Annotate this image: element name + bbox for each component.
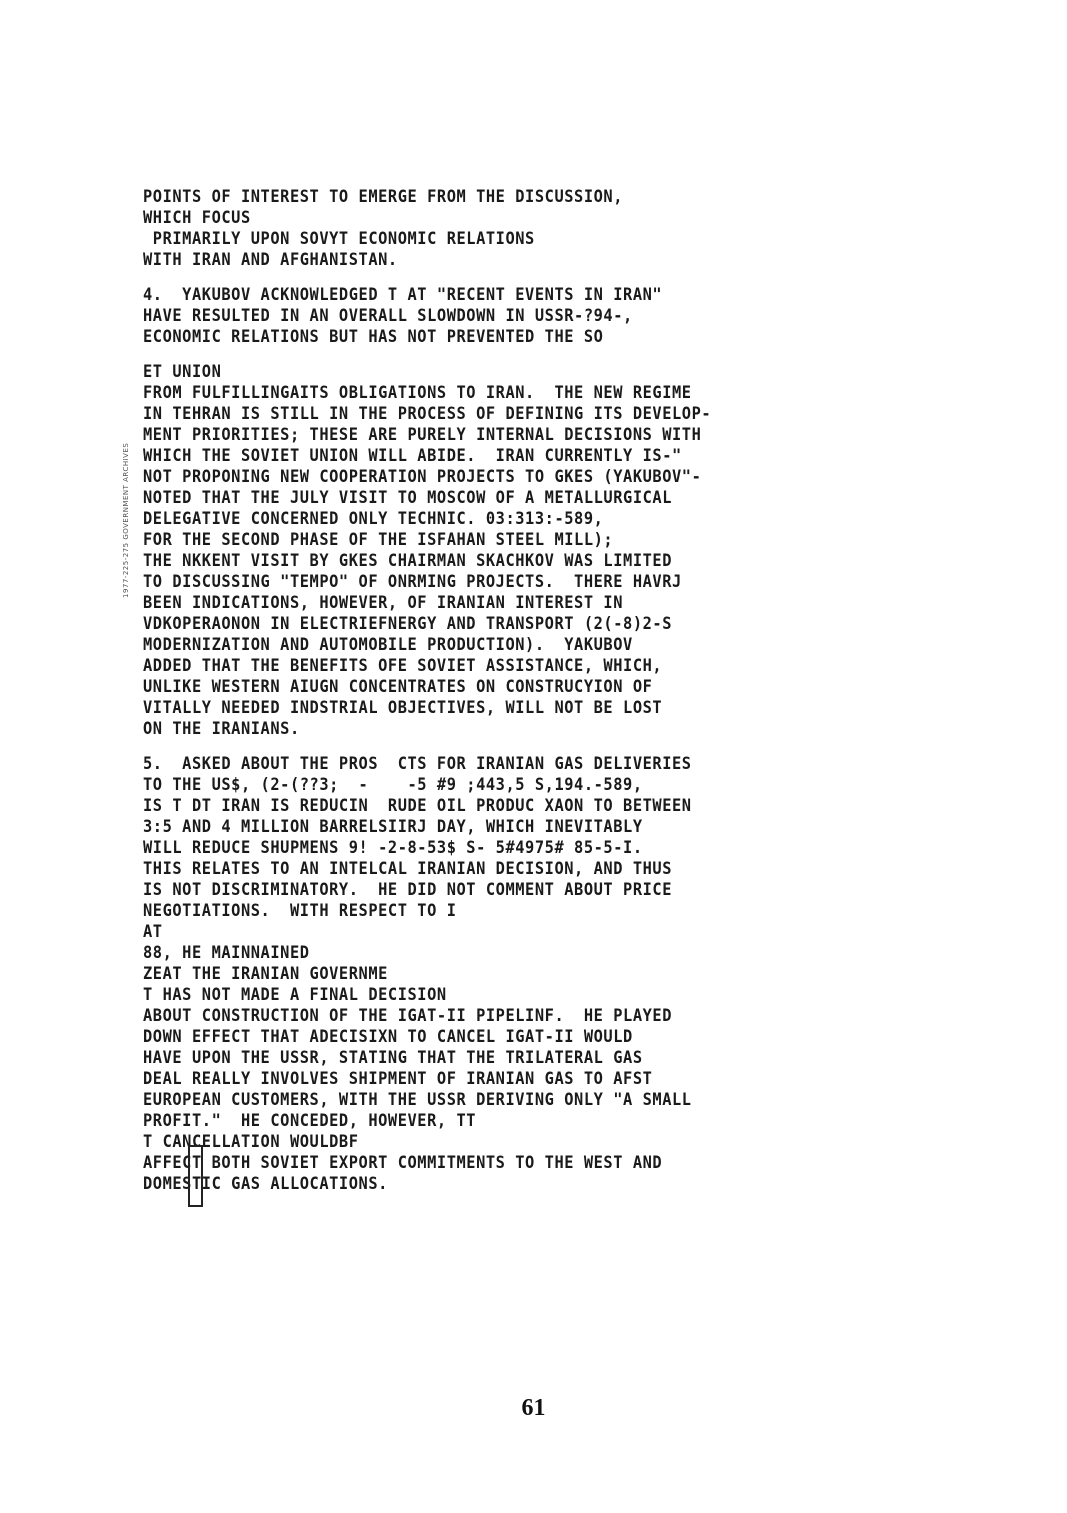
text-line: FROM FULFILLINGAITS OBLIGATIONS TO IRAN. THE NEW REGIME	[143, 383, 692, 402]
text-line: IN TEHRAN IS STILL IN THE PROCESS OF DEFINING ITS DEVELOP-	[143, 404, 712, 423]
text-line: DOMESTIC GAS ALLOCATIONS.	[143, 1174, 388, 1193]
text-line: NEGOTIATIONS. WITH RESPECT TO I	[143, 901, 457, 920]
text-line: 88, HE MAINNAINED	[143, 943, 310, 962]
text-line: WILL REDUCE SHUPMENS 9! -2-8-53$ S- 5#4975# 85-5-I.	[143, 838, 643, 857]
text-line: ECONOMIC RELATIONS BUT HAS NOT PREVENTED THE SO	[143, 327, 604, 346]
text-line: DEAL REALLY INVOLVES SHIPMENT OF IRANIAN GAS TO AFST	[143, 1069, 653, 1088]
text-line: PRIMARILY UPON SOVYT ECONOMIC RELATIONS	[143, 229, 535, 248]
text-line: 4. YAKUBOV ACKNOWLEDGED T AT "RECENT EVENTS IN IRAN"	[143, 285, 663, 304]
margin-stamp: 1977-225-275 GOVERNMENT ARCHIVES	[122, 442, 130, 598]
text-line: THIS RELATES TO AN INTELCAL IRANIAN DECISION, AND THUS	[143, 859, 673, 878]
text-line: ADDED THAT THE BENEFITS OFE SOVIET ASSISTANCE, WHICH,	[143, 656, 663, 675]
text-line: PROFIT." HE CONCEDED, HOWEVER, TT	[143, 1111, 477, 1130]
text-line: IS NOT DISCRIMINATORY. HE DID NOT COMMENT ABOUT PRICE	[143, 880, 673, 899]
paragraph-gap	[143, 347, 831, 361]
text-line: WHICH THE SOVIET UNION WILL ABIDE. IRAN CURRENTLY IS-"	[143, 446, 682, 465]
paragraph-gap	[143, 739, 831, 753]
text-line: WHICH FOCUS	[143, 208, 251, 227]
text-line: ABOUT CONSTRUCTION OF THE IGAT-II PIPELINF. HE PLAYED	[143, 1006, 673, 1025]
text-line: 5. ASKED ABOUT THE PROS CTS FOR IRANIAN GAS DELIVERIES	[143, 754, 692, 773]
text-line: T CANCELLATION WOULDBF	[143, 1132, 359, 1151]
text-line: WITH IRAN AND AFGHANISTAN.	[143, 250, 398, 269]
typewritten-text-block	[143, 186, 883, 1194]
text-line: TO THE US$, (2-(??3; - -5 #9 ;443,5 S,194.-589,	[143, 775, 643, 794]
text-line: MENT PRIORITIES; THESE ARE PURELY INTERNAL DECISIONS WITH	[143, 425, 702, 444]
text-line: VITALLY NEEDED INDSTRIAL OBJECTIVES, WILL NOT BE LOST	[143, 698, 663, 717]
text-line: TO DISCUSSING "TEMPO" OF ONRMING PROJECTS. THERE HAVRJ	[143, 572, 682, 591]
text-line: AT	[143, 922, 163, 941]
text-line: THE NKKENT VISIT BY GKES CHAIRMAN SKACHKOV WAS LIMITED	[143, 551, 673, 570]
redaction-box-mark	[188, 1145, 203, 1207]
text-line: VDKOPERAONON IN ELECTRIEFNERGY AND TRANSPORT (2(-8)2-S	[143, 614, 673, 633]
text-line: UNLIKE WESTERN AIUGN CONCENTRATES ON CONSTRUCYION OF	[143, 677, 653, 696]
text-line: ZEAT THE IRANIAN GOVERNME	[143, 964, 388, 983]
text-line: DOWN EFFECT THAT ADECISIXN TO CANCEL IGAT-II WOULD	[143, 1027, 633, 1046]
text-line: BEEN INDICATIONS, HOWEVER, OF IRANIAN INTEREST IN	[143, 593, 624, 612]
text-line: IS T DT IRAN IS REDUCIN RUDE OIL PRODUC XAON TO BETWEEN	[143, 796, 692, 815]
page-number: 61	[521, 1395, 546, 1421]
text-line: T HAS NOT MADE A FINAL DECISION	[143, 985, 447, 1004]
text-line: ON THE IRANIANS.	[143, 719, 300, 738]
text-line: AFFECT BOTH SOVIET EXPORT COMMITMENTS TO THE WEST AND	[143, 1153, 663, 1172]
text-line: MODERNIZATION AND AUTOMOBILE PRODUCTION). YAKUBOV	[143, 635, 633, 654]
text-line: DELEGATIVE CONCERNED ONLY TECHNIC. 03:313:-589,	[143, 509, 604, 528]
text-line: EUROPEAN CUSTOMERS, WITH THE USSR DERIVING ONLY "A SMALL	[143, 1090, 692, 1109]
text-line: NOT PROPONING NEW COOPERATION PROJECTS TO GKES (YAKUBOV"-	[143, 467, 702, 486]
paragraph-gap	[143, 270, 831, 284]
text-line: HAVE RESULTED IN AN OVERALL SLOWDOWN IN USSR-?94-,	[143, 306, 633, 325]
text-line: 3:5 AND 4 MILLION BARRELSIIRJ DAY, WHICH INEVITABLY	[143, 817, 643, 836]
text-line: POINTS OF INTEREST TO EMERGE FROM THE DISCUSSION,	[143, 187, 624, 206]
text-line: FOR THE SECOND PHASE OF THE ISFAHAN STEEL MILL);	[143, 530, 614, 549]
text-line: HAVE UPON THE USSR, STATING THAT THE TRILATERAL GAS	[143, 1048, 643, 1067]
text-line: ET UNION	[143, 362, 222, 381]
text-line: NOTED THAT THE JULY VISIT TO MOSCOW OF A METALLURGICAL	[143, 488, 673, 507]
